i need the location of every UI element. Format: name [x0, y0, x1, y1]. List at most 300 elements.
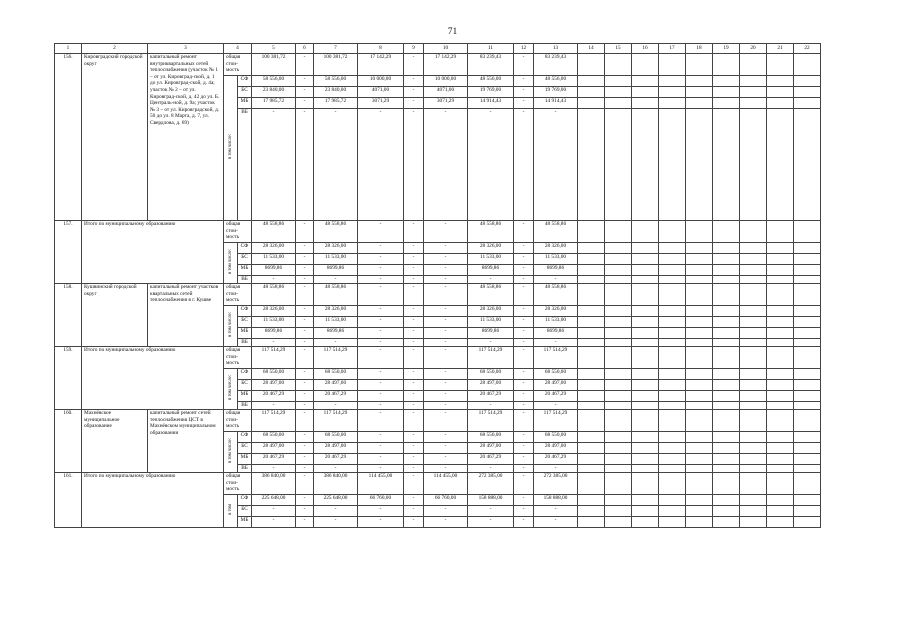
empty-cell — [740, 317, 767, 328]
value-cell: 11 533,00 — [534, 254, 578, 265]
value-cell: - — [358, 243, 404, 254]
value-cell: 8699,86 — [468, 328, 514, 339]
value-cell: 272 385,00 — [468, 473, 514, 495]
empty-cell — [740, 276, 767, 284]
value-cell: - — [296, 98, 314, 109]
empty-cell — [632, 98, 659, 109]
row-number: 160. — [55, 410, 82, 473]
value-cell: - — [534, 402, 578, 410]
empty-cell — [713, 402, 740, 410]
empty-cell — [713, 506, 740, 517]
value-cell: - — [358, 432, 404, 443]
empty-cell — [632, 284, 659, 306]
empty-cell — [740, 347, 767, 369]
including-text: в том числе: — [227, 375, 233, 401]
empty-cell — [605, 443, 632, 454]
column-number: 20 — [740, 44, 767, 54]
empty-cell — [659, 432, 686, 443]
empty-cell — [605, 265, 632, 276]
empty-cell — [740, 473, 767, 495]
value-cell: - — [404, 243, 424, 254]
value-cell: 28 326,00 — [252, 243, 296, 254]
value-cell: - — [514, 76, 534, 87]
empty-cell — [632, 347, 659, 369]
value-cell: - — [514, 284, 534, 306]
empty-cell — [578, 506, 605, 517]
empty-cell — [632, 317, 659, 328]
empty-cell — [578, 339, 605, 347]
value-cell: - — [296, 402, 314, 410]
value-cell: 48 556,00 — [468, 76, 514, 87]
row-number: 159. — [55, 347, 82, 410]
value-cell: 10 000,00 — [424, 76, 468, 87]
empty-cell — [794, 410, 821, 432]
value-cell: 58 556,00 — [252, 76, 296, 87]
value-cell: 28 326,00 — [314, 306, 358, 317]
value-cell: - — [514, 317, 534, 328]
value-cell: 225 648,00 — [314, 495, 358, 506]
value-cell: - — [358, 506, 404, 517]
empty-cell — [740, 328, 767, 339]
value-cell: - — [514, 369, 534, 380]
empty-cell — [659, 317, 686, 328]
empty-cell — [659, 495, 686, 506]
empty-cell — [659, 276, 686, 284]
value-cell: - — [358, 443, 404, 454]
value-cell: 117 514,29 — [314, 347, 358, 369]
empty-cell — [686, 369, 713, 380]
value-cell: 117 514,29 — [252, 410, 296, 432]
value-cell: - — [404, 473, 424, 495]
value-cell: - — [296, 317, 314, 328]
empty-cell — [713, 87, 740, 98]
value-cell: 68 550,00 — [534, 432, 578, 443]
value-cell: - — [468, 276, 514, 284]
source-label: МБ — [238, 454, 252, 465]
column-number: 15 — [605, 44, 632, 54]
empty-cell — [713, 243, 740, 254]
empty-cell — [713, 76, 740, 87]
value-cell: - — [296, 87, 314, 98]
empty-cell — [686, 221, 713, 243]
value-cell: 28 326,00 — [468, 243, 514, 254]
empty-cell — [767, 347, 794, 369]
column-number: 10 — [424, 44, 468, 54]
value-cell: 117 514,29 — [252, 347, 296, 369]
value-cell: 48 558,86 — [252, 284, 296, 306]
value-cell: 28 326,00 — [252, 306, 296, 317]
empty-cell — [686, 276, 713, 284]
value-cell: - — [314, 402, 358, 410]
value-cell: 100 381,72 — [314, 54, 358, 76]
empty-cell — [713, 410, 740, 432]
empty-cell — [686, 98, 713, 109]
value-cell: 48 558,86 — [534, 284, 578, 306]
value-cell: - — [296, 443, 314, 454]
empty-cell — [632, 265, 659, 276]
empty-cell — [632, 243, 659, 254]
empty-cell — [686, 339, 713, 347]
value-cell: - — [404, 54, 424, 76]
value-cell: 14 914,43 — [468, 98, 514, 109]
value-cell: 68 550,00 — [534, 369, 578, 380]
row-number: 156. — [55, 54, 82, 221]
empty-cell — [740, 432, 767, 443]
value-cell: 4071,00 — [358, 87, 404, 98]
empty-cell — [578, 317, 605, 328]
value-cell: - — [424, 391, 468, 402]
value-cell: - — [514, 265, 534, 276]
empty-cell — [578, 391, 605, 402]
empty-cell — [605, 391, 632, 402]
empty-cell — [713, 317, 740, 328]
value-cell: - — [404, 517, 424, 528]
empty-cell — [794, 465, 821, 473]
value-cell: - — [404, 109, 424, 221]
value-cell: - — [514, 54, 534, 76]
empty-cell — [605, 454, 632, 465]
value-cell: - — [252, 339, 296, 347]
empty-cell — [686, 328, 713, 339]
empty-cell — [578, 517, 605, 528]
total-cost-label: общая стои-мость — [224, 473, 252, 495]
value-cell: 68 550,00 — [468, 369, 514, 380]
value-cell: - — [296, 276, 314, 284]
empty-cell — [659, 410, 686, 432]
empty-cell — [632, 495, 659, 506]
empty-cell — [578, 265, 605, 276]
empty-cell — [632, 339, 659, 347]
empty-cell — [686, 284, 713, 306]
source-label: БС — [238, 443, 252, 454]
empty-cell — [794, 454, 821, 465]
empty-cell — [659, 339, 686, 347]
value-cell: - — [296, 454, 314, 465]
value-cell: 48 558,86 — [468, 221, 514, 243]
value-cell: - — [514, 306, 534, 317]
value-cell: - — [314, 465, 358, 473]
value-cell: - — [358, 221, 404, 243]
value-cell: - — [514, 98, 534, 109]
value-cell: - — [468, 339, 514, 347]
empty-cell — [605, 98, 632, 109]
column-number: 14 — [578, 44, 605, 54]
value-cell: - — [424, 432, 468, 443]
empty-cell — [740, 380, 767, 391]
value-cell: - — [468, 402, 514, 410]
empty-cell — [578, 432, 605, 443]
including-text: в том числе: — [227, 249, 233, 275]
including-label — [224, 432, 238, 473]
object-name: капитальный ремонт участков квартальных сетей теплоснабжения в г. Кушве — [148, 284, 224, 347]
empty-cell — [686, 317, 713, 328]
empty-cell — [659, 284, 686, 306]
value-cell: 68 550,00 — [468, 432, 514, 443]
empty-cell — [632, 454, 659, 465]
empty-cell — [632, 465, 659, 473]
empty-cell — [740, 495, 767, 506]
empty-cell — [767, 473, 794, 495]
value-cell: 28 326,00 — [314, 243, 358, 254]
empty-cell — [578, 495, 605, 506]
empty-cell — [767, 254, 794, 265]
empty-cell — [578, 87, 605, 98]
total-cost-label: общая стои-мость — [224, 221, 252, 243]
value-cell: 28 326,00 — [468, 306, 514, 317]
empty-cell — [686, 109, 713, 221]
empty-cell — [659, 465, 686, 473]
value-cell: 117 514,29 — [468, 347, 514, 369]
value-cell: 48 558,86 — [468, 284, 514, 306]
value-cell: 28 497,00 — [534, 443, 578, 454]
value-cell: - — [514, 473, 534, 495]
value-cell: - — [424, 328, 468, 339]
value-cell: - — [358, 109, 404, 221]
empty-cell — [605, 284, 632, 306]
source-label: СФ — [238, 495, 252, 506]
value-cell: - — [514, 87, 534, 98]
column-number: 1 — [55, 44, 82, 54]
column-number-row — [55, 44, 821, 54]
value-cell: - — [358, 347, 404, 369]
empty-cell — [713, 98, 740, 109]
value-cell: - — [404, 98, 424, 109]
column-number: 18 — [686, 44, 713, 54]
value-cell: 11 533,00 — [252, 317, 296, 328]
value-cell: 48 556,00 — [534, 76, 578, 87]
empty-cell — [605, 339, 632, 347]
empty-cell — [794, 339, 821, 347]
source-label: МБ — [238, 265, 252, 276]
empty-cell — [659, 347, 686, 369]
empty-cell — [686, 347, 713, 369]
value-cell: - — [424, 454, 468, 465]
including-text: в том — [227, 504, 233, 516]
empty-cell — [794, 306, 821, 317]
empty-cell — [659, 87, 686, 98]
empty-cell — [794, 317, 821, 328]
value-cell: - — [404, 328, 424, 339]
empty-cell — [605, 465, 632, 473]
value-cell: - — [358, 465, 404, 473]
including-label — [224, 369, 238, 410]
value-cell: 17 985,72 — [252, 98, 296, 109]
value-cell: - — [358, 402, 404, 410]
source-label: ВБ — [238, 109, 252, 221]
value-cell: - — [534, 465, 578, 473]
empty-cell — [740, 391, 767, 402]
empty-cell — [740, 465, 767, 473]
object-name: капитальный ремонт сетей теплоснабжения ЦСТ в Махнёвском муниципальном образовании — [148, 410, 224, 473]
empty-cell — [659, 402, 686, 410]
column-number: 21 — [767, 44, 794, 54]
value-cell: 19 769,00 — [468, 87, 514, 98]
empty-cell — [659, 221, 686, 243]
value-cell: - — [514, 243, 534, 254]
value-cell: - — [514, 402, 534, 410]
total-cost-label: общая стои-мость — [224, 410, 252, 432]
empty-cell — [767, 369, 794, 380]
value-cell: - — [404, 495, 424, 506]
value-cell: 11 533,00 — [468, 254, 514, 265]
empty-cell — [578, 284, 605, 306]
empty-cell — [659, 517, 686, 528]
value-cell: - — [514, 465, 534, 473]
empty-cell — [794, 87, 821, 98]
empty-cell — [659, 265, 686, 276]
empty-cell — [767, 495, 794, 506]
empty-cell — [713, 254, 740, 265]
empty-cell — [740, 410, 767, 432]
value-cell: - — [252, 506, 296, 517]
empty-cell — [740, 506, 767, 517]
value-cell: - — [296, 465, 314, 473]
column-number: 13 — [534, 44, 578, 54]
empty-cell — [578, 54, 605, 76]
empty-cell — [605, 254, 632, 265]
empty-cell — [686, 454, 713, 465]
empty-cell — [578, 306, 605, 317]
empty-cell — [713, 443, 740, 454]
empty-cell — [713, 465, 740, 473]
value-cell: - — [514, 339, 534, 347]
empty-cell — [767, 432, 794, 443]
empty-cell — [713, 306, 740, 317]
value-cell: 8699,86 — [314, 328, 358, 339]
empty-cell — [740, 76, 767, 87]
empty-cell — [578, 254, 605, 265]
empty-cell — [713, 369, 740, 380]
empty-cell — [767, 284, 794, 306]
empty-cell — [605, 317, 632, 328]
value-cell: 28 497,00 — [252, 380, 296, 391]
empty-cell — [713, 221, 740, 243]
value-cell: - — [296, 243, 314, 254]
b161-row-total — [55, 473, 821, 495]
empty-cell — [578, 465, 605, 473]
including-text: в том числе: — [227, 438, 233, 464]
value-cell: 114 455,00 — [358, 473, 404, 495]
value-cell: - — [404, 443, 424, 454]
empty-cell — [686, 306, 713, 317]
value-cell: - — [252, 276, 296, 284]
value-cell: - — [534, 517, 578, 528]
program-table — [54, 43, 821, 528]
empty-cell — [659, 443, 686, 454]
total-label: Итого по муниципальному образованию — [82, 221, 224, 284]
value-cell: 28 326,00 — [534, 306, 578, 317]
value-cell: - — [424, 402, 468, 410]
empty-cell — [767, 339, 794, 347]
empty-cell — [659, 109, 686, 221]
empty-cell — [740, 284, 767, 306]
source-label: МБ — [238, 391, 252, 402]
value-cell: 10 000,00 — [358, 76, 404, 87]
value-cell: - — [468, 506, 514, 517]
empty-cell — [632, 473, 659, 495]
source-label: СФ — [238, 243, 252, 254]
value-cell: - — [424, 443, 468, 454]
value-cell: 11 533,00 — [314, 317, 358, 328]
empty-cell — [632, 506, 659, 517]
empty-cell — [578, 243, 605, 254]
empty-cell — [632, 306, 659, 317]
empty-cell — [794, 98, 821, 109]
value-cell: - — [404, 317, 424, 328]
empty-cell — [578, 454, 605, 465]
value-cell: - — [424, 506, 468, 517]
value-cell: 20 467,29 — [468, 454, 514, 465]
value-cell: 68 550,00 — [314, 432, 358, 443]
empty-cell — [659, 254, 686, 265]
empty-cell — [686, 517, 713, 528]
empty-cell — [686, 402, 713, 410]
value-cell: 117 514,29 — [314, 410, 358, 432]
including-label — [224, 495, 238, 528]
value-cell: 23 840,00 — [314, 87, 358, 98]
value-cell: 8699,86 — [314, 265, 358, 276]
empty-cell — [794, 473, 821, 495]
value-cell: - — [252, 402, 296, 410]
value-cell: - — [358, 265, 404, 276]
value-cell: - — [314, 109, 358, 221]
empty-cell — [767, 391, 794, 402]
total-cost-label: общая стои-мость — [224, 54, 252, 76]
value-cell: - — [296, 284, 314, 306]
value-cell: - — [514, 328, 534, 339]
empty-cell — [632, 432, 659, 443]
value-cell: 83 239,43 — [534, 54, 578, 76]
value-cell: 117 514,29 — [468, 410, 514, 432]
value-cell: - — [424, 276, 468, 284]
including-text: в том числе: — [227, 312, 233, 338]
empty-cell — [794, 254, 821, 265]
value-cell: - — [296, 369, 314, 380]
empty-cell — [713, 54, 740, 76]
source-label: СФ — [238, 306, 252, 317]
value-cell: 23 840,00 — [252, 87, 296, 98]
empty-cell — [578, 76, 605, 87]
value-cell: - — [514, 380, 534, 391]
source-label: ВБ — [238, 402, 252, 410]
source-label: БС — [238, 254, 252, 265]
including-label — [224, 76, 238, 221]
value-cell: 20 467,29 — [534, 454, 578, 465]
empty-cell — [794, 432, 821, 443]
empty-cell — [713, 109, 740, 221]
value-cell: - — [314, 506, 358, 517]
empty-cell — [740, 339, 767, 347]
column-number: 19 — [713, 44, 740, 54]
value-cell: - — [404, 380, 424, 391]
value-cell: 8699,86 — [534, 265, 578, 276]
empty-cell — [659, 454, 686, 465]
value-cell: 68 550,00 — [314, 369, 358, 380]
empty-cell — [767, 465, 794, 473]
empty-cell — [686, 380, 713, 391]
empty-cell — [686, 254, 713, 265]
empty-cell — [713, 265, 740, 276]
empty-cell — [713, 276, 740, 284]
value-cell: - — [296, 265, 314, 276]
empty-cell — [767, 402, 794, 410]
value-cell: - — [358, 328, 404, 339]
empty-cell — [632, 254, 659, 265]
empty-cell — [659, 98, 686, 109]
empty-cell — [605, 276, 632, 284]
value-cell: - — [404, 284, 424, 306]
value-cell: - — [404, 410, 424, 432]
